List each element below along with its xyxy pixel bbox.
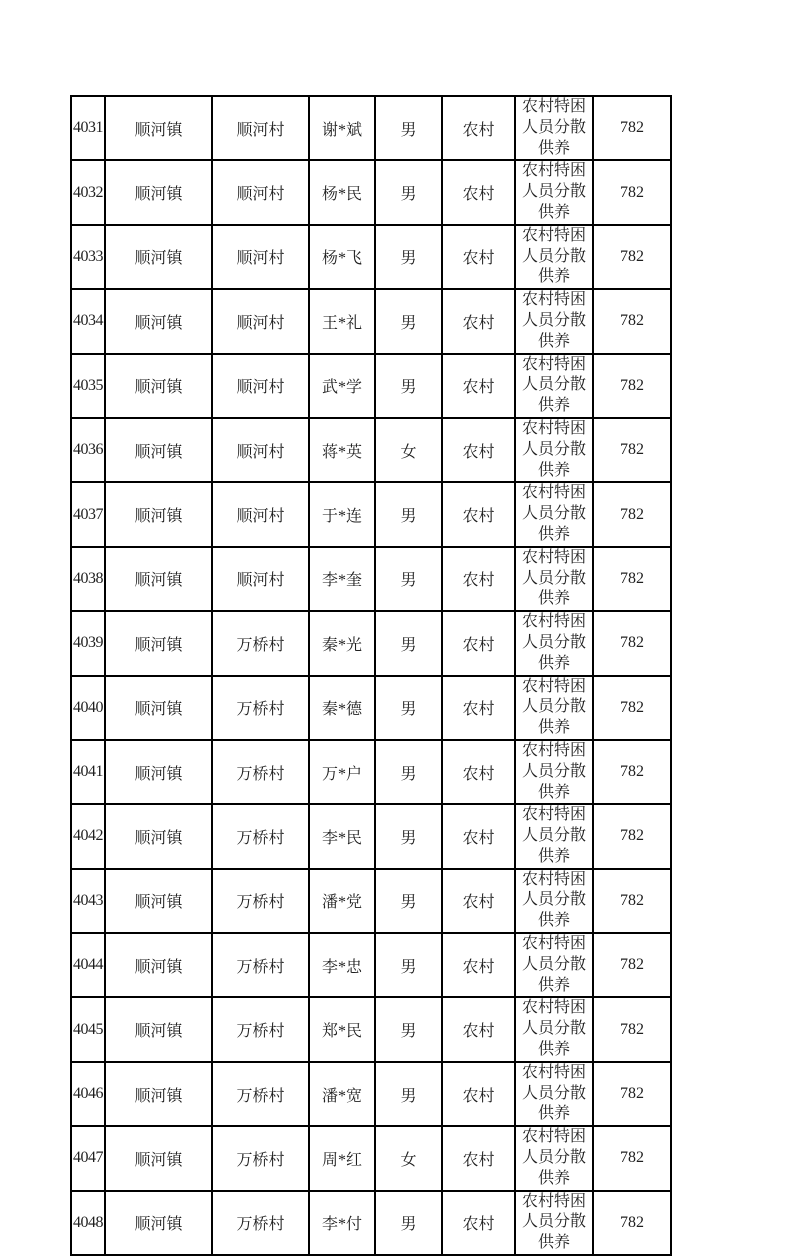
cell-serial-number: 4041 [71,740,105,804]
table-row [71,1191,671,1255]
cell-serial-number: 4042 [71,804,105,868]
cell-area-type: 农村 [442,611,515,675]
cell-town: 顺河镇 [105,160,212,224]
cell-person-name: 潘*宽 [309,1062,375,1126]
cell-amount: 782 [593,418,671,482]
cell-gender: 男 [375,676,442,740]
cell-assistance-category: 农村特困人员分散供养 [515,676,593,740]
cell-area-type: 农村 [442,740,515,804]
cell-area-type: 农村 [442,418,515,482]
cell-area-type: 农村 [442,289,515,353]
cell-assistance-category: 农村特困人员分散供养 [515,354,593,418]
cell-area-type: 农村 [442,1062,515,1126]
cell-area-type: 农村 [442,933,515,997]
cell-area-type: 农村 [442,160,515,224]
cell-amount: 782 [593,547,671,611]
table-row [71,225,671,289]
cell-village: 万桥村 [212,1062,309,1126]
cell-assistance-category: 农村特困人员分散供养 [515,96,593,160]
cell-person-name: 杨*飞 [309,225,375,289]
cell-area-type: 农村 [442,997,515,1061]
cell-gender: 男 [375,354,442,418]
cell-person-name: 秦*德 [309,676,375,740]
cell-assistance-category: 农村特困人员分散供养 [515,997,593,1061]
table-row [71,547,671,611]
cell-village: 万桥村 [212,740,309,804]
cell-assistance-category: 农村特困人员分散供养 [515,160,593,224]
cell-area-type: 农村 [442,225,515,289]
cell-town: 顺河镇 [105,289,212,353]
cell-town: 顺河镇 [105,482,212,546]
table-row [71,418,671,482]
cell-assistance-category: 农村特困人员分散供养 [515,1126,593,1190]
table-row [71,997,671,1061]
cell-gender: 男 [375,1191,442,1255]
cell-amount: 782 [593,160,671,224]
cell-village: 顺河村 [212,482,309,546]
table-row [71,1062,671,1126]
table-row [71,933,671,997]
cell-gender: 男 [375,225,442,289]
cell-assistance-category: 农村特困人员分散供养 [515,418,593,482]
cell-village: 万桥村 [212,933,309,997]
cell-serial-number: 4045 [71,997,105,1061]
cell-person-name: 郑*民 [309,997,375,1061]
cell-village: 顺河村 [212,289,309,353]
cell-person-name: 李*民 [309,804,375,868]
table-row [71,676,671,740]
cell-town: 顺河镇 [105,354,212,418]
cell-gender: 男 [375,804,442,868]
cell-town: 顺河镇 [105,96,212,160]
cell-gender: 男 [375,611,442,675]
table-row [71,289,671,353]
cell-gender: 男 [375,482,442,546]
cell-village: 万桥村 [212,611,309,675]
cell-area-type: 农村 [442,1126,515,1190]
cell-assistance-category: 农村特困人员分散供养 [515,740,593,804]
cell-village: 顺河村 [212,418,309,482]
table-row [71,354,671,418]
cell-amount: 782 [593,740,671,804]
cell-town: 顺河镇 [105,547,212,611]
cell-area-type: 农村 [442,1191,515,1255]
cell-serial-number: 4039 [71,611,105,675]
cell-town: 顺河镇 [105,418,212,482]
cell-gender: 男 [375,96,442,160]
cell-serial-number: 4040 [71,676,105,740]
cell-village: 顺河村 [212,547,309,611]
table-row [71,804,671,868]
cell-town: 顺河镇 [105,1126,212,1190]
cell-person-name: 于*连 [309,482,375,546]
cell-village: 万桥村 [212,869,309,933]
cell-serial-number: 4037 [71,482,105,546]
cell-serial-number: 4031 [71,96,105,160]
table-row [71,1126,671,1190]
cell-town: 顺河镇 [105,225,212,289]
cell-town: 顺河镇 [105,611,212,675]
cell-amount: 782 [593,225,671,289]
table-row [71,482,671,546]
cell-gender: 男 [375,547,442,611]
cell-gender: 男 [375,289,442,353]
cell-serial-number: 4038 [71,547,105,611]
cell-amount: 782 [593,96,671,160]
cell-gender: 女 [375,1126,442,1190]
cell-person-name: 周*红 [309,1126,375,1190]
cell-person-name: 潘*党 [309,869,375,933]
cell-gender: 男 [375,997,442,1061]
table-body [71,96,671,1255]
cell-assistance-category: 农村特困人员分散供养 [515,1062,593,1126]
cell-assistance-category: 农村特困人员分散供养 [515,482,593,546]
cell-person-name: 杨*民 [309,160,375,224]
cell-amount: 782 [593,1191,671,1255]
cell-town: 顺河镇 [105,1191,212,1255]
cell-person-name: 李*奎 [309,547,375,611]
cell-serial-number: 4046 [71,1062,105,1126]
cell-amount: 782 [593,1062,671,1126]
cell-amount: 782 [593,1126,671,1190]
cell-assistance-category: 农村特困人员分散供养 [515,289,593,353]
cell-person-name: 万*户 [309,740,375,804]
cell-amount: 782 [593,482,671,546]
cell-gender: 男 [375,1062,442,1126]
cell-village: 顺河村 [212,160,309,224]
benefits-table [70,95,672,1256]
cell-assistance-category: 农村特困人员分散供养 [515,547,593,611]
cell-area-type: 农村 [442,869,515,933]
cell-area-type: 农村 [442,676,515,740]
cell-serial-number: 4032 [71,160,105,224]
cell-area-type: 农村 [442,96,515,160]
table-row [71,160,671,224]
cell-gender: 男 [375,869,442,933]
cell-town: 顺河镇 [105,997,212,1061]
cell-amount: 782 [593,933,671,997]
table-row [71,611,671,675]
cell-serial-number: 4044 [71,933,105,997]
cell-amount: 782 [593,869,671,933]
cell-person-name: 武*学 [309,354,375,418]
cell-town: 顺河镇 [105,1062,212,1126]
cell-town: 顺河镇 [105,740,212,804]
cell-area-type: 农村 [442,482,515,546]
cell-person-name: 李*付 [309,1191,375,1255]
cell-village: 万桥村 [212,804,309,868]
cell-person-name: 李*忠 [309,933,375,997]
cell-serial-number: 4047 [71,1126,105,1190]
cell-assistance-category: 农村特困人员分散供养 [515,804,593,868]
cell-village: 万桥村 [212,676,309,740]
cell-amount: 782 [593,611,671,675]
cell-serial-number: 4034 [71,289,105,353]
cell-assistance-category: 农村特困人员分散供养 [515,1191,593,1255]
cell-serial-number: 4048 [71,1191,105,1255]
cell-village: 万桥村 [212,1191,309,1255]
cell-gender: 女 [375,418,442,482]
cell-person-name: 秦*光 [309,611,375,675]
cell-gender: 男 [375,933,442,997]
cell-amount: 782 [593,289,671,353]
cell-serial-number: 4033 [71,225,105,289]
cell-amount: 782 [593,804,671,868]
cell-amount: 782 [593,997,671,1061]
cell-amount: 782 [593,354,671,418]
cell-person-name: 蒋*英 [309,418,375,482]
table-row [71,740,671,804]
cell-town: 顺河镇 [105,869,212,933]
cell-amount: 782 [593,676,671,740]
cell-serial-number: 4043 [71,869,105,933]
cell-gender: 男 [375,740,442,804]
cell-area-type: 农村 [442,804,515,868]
cell-gender: 男 [375,160,442,224]
cell-village: 顺河村 [212,225,309,289]
cell-assistance-category: 农村特困人员分散供养 [515,611,593,675]
cell-village: 万桥村 [212,1126,309,1190]
cell-serial-number: 4036 [71,418,105,482]
table-row [71,96,671,160]
cell-serial-number: 4035 [71,354,105,418]
cell-area-type: 农村 [442,547,515,611]
cell-village: 顺河村 [212,354,309,418]
cell-town: 顺河镇 [105,804,212,868]
cell-assistance-category: 农村特困人员分散供养 [515,225,593,289]
table-row [71,869,671,933]
cell-town: 顺河镇 [105,676,212,740]
cell-area-type: 农村 [442,354,515,418]
cell-assistance-category: 农村特困人员分散供养 [515,869,593,933]
cell-assistance-category: 农村特困人员分散供养 [515,933,593,997]
cell-person-name: 王*礼 [309,289,375,353]
cell-person-name: 谢*斌 [309,96,375,160]
cell-village: 顺河村 [212,96,309,160]
cell-village: 万桥村 [212,997,309,1061]
cell-town: 顺河镇 [105,933,212,997]
